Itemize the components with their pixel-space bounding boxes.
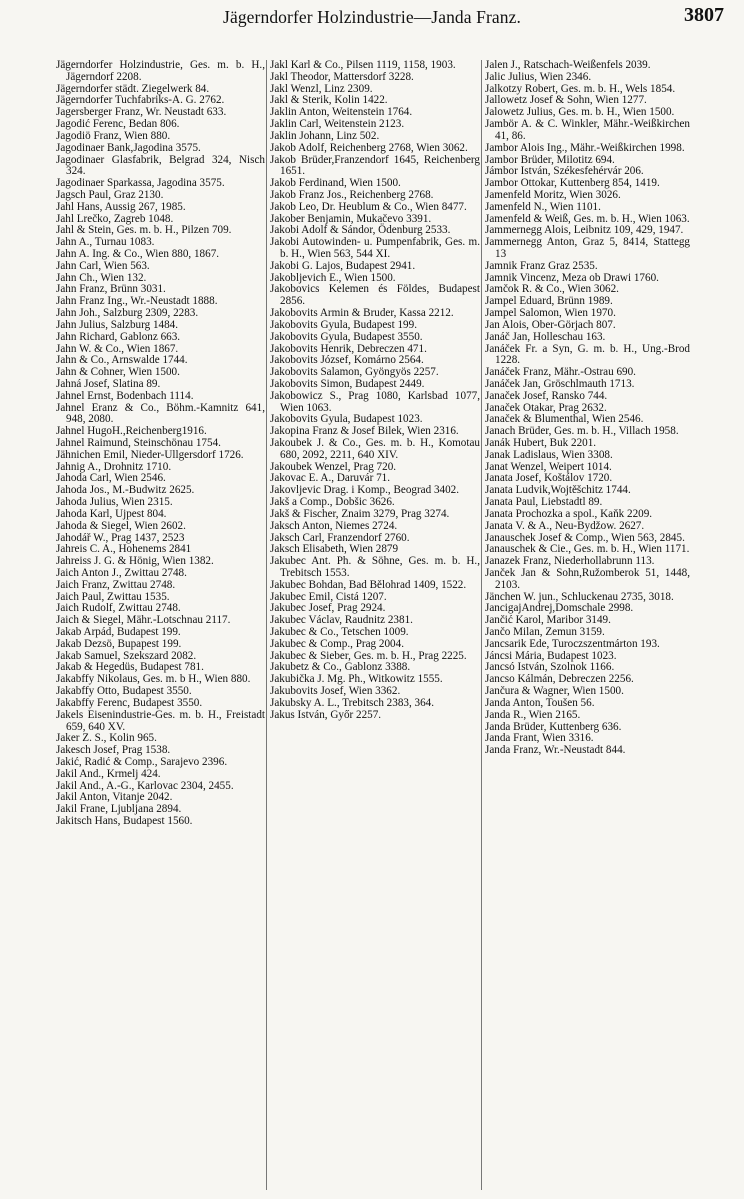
directory-entry: Jägerndorfer städt. Ziegelwerk 84. — [56, 82, 210, 95]
directory-entry: Jakil And., A.-G., Karlovac 2304, 2455. — [56, 779, 234, 792]
directory-entry: Jakab Samuel, Szekszard 2082. — [56, 649, 197, 662]
directory-entry: Jaksch Elisabeth, Wien 2879 — [270, 543, 399, 556]
directory-entry: Jakubec Václav, Raudnitz 2381. — [270, 614, 413, 627]
directory-entry: Jahoda & Siegel, Wien 2602. — [56, 519, 186, 532]
directory-entry: Jakabffy Otto, Budapest 3550. — [56, 685, 192, 698]
directory-entry: Jakovljevic Drag. i Komp., Beograd 3402. — [270, 484, 460, 497]
directory-entry: Jakubsky A. L., Trebitsch 2383, 364. — [270, 696, 435, 709]
directory-entry: Jahodář W., Prag 1437, 2523 — [56, 531, 185, 544]
directory-entry: Jancsó István, Szolnok 1166. — [485, 661, 615, 674]
directory-entry: Jaich Paul, Zwittau 1535. — [56, 590, 170, 603]
directory-entry: Jakob Ferdinand, Wien 1500. — [270, 177, 401, 190]
directory-entry: Jakl Karl & Co., Pilsen 1119, 1158, 1903. — [270, 59, 456, 71]
directory-entry: Jalkotzy Robert, Ges. m. b. H., Wels 1854. — [485, 82, 676, 95]
directory-entry: Janata V. & A., Neu-Bydžow. 2627. — [485, 519, 645, 532]
directory-entry: Jakobovits Simon, Budapest 2449. — [270, 377, 425, 390]
directory-entry: Jakobovits Gyula, Budapest 3550. — [270, 330, 423, 343]
directory-entry: Jambör A. & C. Winkler, Mähr.-Weißkirchen 41, 86. — [485, 118, 690, 142]
directory-entry: Jahoda Carl, Wien 2546. — [56, 472, 166, 485]
directory-entry: Jakobovits József, Komárno 2564. — [270, 354, 424, 367]
directory-entry: Jägerndorfer Holzindustrie, Ges. m. b. H., Jägerndorf 2208. — [56, 59, 265, 83]
directory-entry: Jaich & Siegel, Mähr.-Lotschnau 2117. — [56, 614, 231, 627]
directory-entry: Jakubec & Comp., Prag 2004. — [270, 637, 404, 650]
directory-entry: Jamenfeld N., Wien 1101. — [485, 200, 601, 213]
directory-entry: Jan Alois, Ober-Görjach 807. — [485, 318, 616, 331]
directory-entry: Jagodiö Franz, Wien 880. — [56, 129, 171, 142]
directory-column-3 — [485, 60, 690, 1190]
directory-entry: Jakl Theodor, Mattersdorf 3228. — [270, 70, 414, 83]
directory-entry: Jahnel HugoH.,Reichenberg1916. — [56, 425, 207, 438]
directory-entry: Jancsarik Ede, Turoczszentmárton 193. — [485, 637, 660, 650]
directory-entry: Jalic Julius, Wien 2346. — [485, 70, 592, 83]
directory-entry: Jakabffy Nikolaus, Ges. m. b H., Wien 880. — [56, 673, 251, 686]
directory-entry: Jakesch Josef, Prag 1538. — [56, 744, 171, 757]
directory-entry: Jakubetz & Co., Gablonz 3388. — [270, 661, 411, 674]
directory-entry: Jaklin Anton, Weitenstein 1764. — [270, 106, 413, 119]
directory-entry: Jahreis C. A., Hohenems 2841 — [56, 543, 192, 556]
directory-entry: Jahná Josef, Slatina 89. — [56, 377, 161, 390]
directory-entry: Jahn & Co., Arnswalde 1744. — [56, 354, 188, 367]
directory-entry: Jakubec & Co., Tetschen 1009. — [270, 626, 409, 638]
page-header — [0, 2, 744, 34]
directory-entry: Jahn W. & Co., Wien 1867. — [56, 342, 179, 355]
directory-entry: Jahn & Cohner, Wien 1500. — [56, 366, 180, 379]
directory-entry: Jakobovits Gyula, Budapest 199. — [270, 318, 417, 331]
directory-entry: Jančić Karol, Maribor 3149. — [485, 614, 611, 627]
directory-entry: Jambor Brüder, Milotitz 694. — [485, 153, 615, 166]
directory-entry: Jakubec Ant. Ph. & Söhne, Ges. m. b. H., Trebitsch 1553. — [270, 555, 480, 579]
directory-entry: Janáček Fr. a Syn, G. m. b. H., Ung.-Brod 1228. — [485, 342, 690, 367]
directory-entry: Jáncsi Mária, Budapest 1023. — [485, 649, 617, 662]
directory-entry: Jakl & Sterik, Kolin 1422. — [270, 94, 388, 107]
directory-entry: Jakš & Fischer, Znaim 3279, Prag 3274. — [270, 507, 450, 520]
directory-entry: Jagodinaer Bank,Jagodina 3575. — [56, 141, 201, 154]
directory-entry: Jakobljevich E., Wien 1500. — [270, 271, 396, 284]
directory-entry: Jagodić Ferenc, Bedan 806. — [56, 118, 180, 131]
directory-entry: Jaklin Johann, Linz 502. — [270, 129, 380, 142]
directory-columns — [56, 60, 732, 1190]
directory-entry: Jamenfeld Moritz, Wien 3026. — [485, 188, 621, 201]
directory-entry: Jakopina Franz & Josef Bilek, Wien 2316. — [270, 425, 459, 438]
directory-entry: Janach Brüder, Ges. m. b. H., Villach 1958. — [485, 425, 679, 438]
directory-entry: Jahnel Ernst, Bodenbach 1114. — [56, 389, 194, 402]
directory-entry: Jakubička J. Mg. Ph., Witkowitz 1555. — [270, 673, 443, 686]
directory-entry: JancigajAndrej,Domschale 2998. — [485, 602, 634, 615]
directory-entry: Jaich Anton J., Zwittau 2748. — [56, 566, 187, 579]
directory-entry: Jakil And., Krmelj 424. — [56, 767, 161, 780]
directory-entry: Jähnichen Emil, Nieder-Ullgersdorf 1726. — [56, 448, 244, 461]
directory-entry: Jamenfeld & Weiß, Ges. m. b. H., Wien 1063. — [485, 212, 690, 225]
directory-entry: Jakić, Radić & Comp., Sarajevo 2396. — [56, 755, 228, 768]
directory-entry: Janda Anton, Toušen 56. — [485, 696, 595, 709]
directory-entry: Jaklin Carl, Weitenstein 2123. — [270, 118, 405, 131]
directory-entry: Janda R., Wien 2165. — [485, 708, 581, 721]
directory-entry: Jahoda Julius, Wien 2315. — [56, 496, 173, 509]
directory-entry: Jalen J., Ratschach-Weißenfels 2039. — [485, 59, 651, 71]
directory-entry: Jámbor István, Székesfehérvár 206. — [485, 165, 644, 178]
directory-entry: Jagersberger Franz, Wr. Neustadt 633. — [56, 106, 227, 119]
directory-entry: Jakil Anton, Vitanje 2042. — [56, 791, 173, 804]
directory-entry: Jakoubek J. & Co., Ges. m. b. H., Komotau 680, 2092, 2211, 640 XIV. — [270, 437, 480, 461]
directory-entry: Jampel Salomon, Wien 1970. — [485, 307, 616, 320]
directory-entry: Jančo Milan, Zemun 3159. — [485, 626, 605, 638]
directory-entry: Jahn Joh., Salzburg 2309, 2283. — [56, 307, 199, 320]
directory-entry: Jakubovits Josef, Wien 3362. — [270, 685, 401, 698]
directory-entry: Jampel Eduard, Brünn 1989. — [485, 295, 613, 308]
directory-entry: Jakob Leo, Dr. Heublum & Co., Wien 8477. — [270, 200, 467, 213]
directory-entry: Janata Ludvik,Wojtěšchitz 1744. — [485, 484, 631, 497]
running-title: Jägerndorfer Holzindustrie—Janda Franz. — [223, 7, 521, 27]
directory-entry: Jakobovits Salamon, Gyöngyös 2257. — [270, 366, 439, 379]
directory-entry: Janaček Otakar, Prag 2632. — [485, 401, 607, 414]
directory-entry: Jahnel Raimund, Steinschönau 1754. — [56, 437, 221, 449]
directory-entry: Jagodinaer Sparkassa, Jagodina 3575. — [56, 177, 225, 190]
directory-entry: Janat Wenzel, Weipert 1014. — [485, 460, 612, 473]
directory-entry: Jammernegg Alois, Leibnitz 109, 429, 1947. — [485, 224, 684, 237]
directory-entry: Jakobovits Gyula, Budapest 1023. — [270, 413, 423, 426]
directory-entry: Jamčok R. & Co., Wien 3062. — [485, 283, 619, 296]
directory-entry: Jahn Richard, Gablonz 663. — [56, 330, 181, 343]
directory-entry: Jancso Kálmán, Debreczen 2256. — [485, 673, 634, 686]
directory-entry: Jakoubek Wenzel, Prag 720. — [270, 460, 397, 473]
directory-entry: Jahoda Jos., M.-Budwitz 2625. — [56, 484, 195, 497]
directory-column-2 — [270, 60, 480, 1190]
directory-entry: Jaich Franz, Zwittau 2748. — [56, 578, 176, 591]
directory-entry: Jakl Wenzl, Linz 2309. — [270, 82, 373, 95]
directory-entry: Jänchen W. jun., Schluckenau 2735, 3018. — [485, 590, 674, 603]
directory-entry: Jakubec & Sieber, Ges. m. b. H., Prag 2225. — [270, 649, 467, 662]
directory-entry: Janáč Jan, Holleschau 163. — [485, 330, 606, 343]
directory-entry: Jahl Lrečko, Zagreb 1048. — [56, 212, 174, 225]
directory-entry: Jamnik Vincenz, Meza ob Drawi 1760. — [485, 271, 659, 284]
directory-entry: Janak Ladislaus, Wien 3308. — [485, 448, 613, 461]
directory-entry: Jahl Hans, Aussig 267, 1985. — [56, 200, 186, 213]
directory-entry: Jahnig A., Drohnitz 1710. — [56, 460, 172, 473]
directory-entry: Jambor Alois Ing., Mähr.-Weißkirchen 1998. — [485, 141, 685, 154]
directory-entry: Jaksch Anton, Niemes 2724. — [270, 519, 398, 532]
directory-entry: Jakitsch Hans, Budapest 1560. — [56, 815, 193, 827]
directory-entry: Jakab Arpád, Budapest 199. — [56, 626, 181, 638]
directory-entry: Jakubec Bohdan, Bad Bělohrad 1409, 1522. — [270, 578, 467, 591]
directory-entry: Jančura & Wagner, Wien 1500. — [485, 685, 624, 698]
directory-entry: Jahoda Karl, Ujpest 804. — [56, 507, 167, 520]
directory-entry: Jakobovics Kelemen és Földes, Budapest 2856. — [270, 283, 480, 308]
directory-entry: Jahn A. Ing. & Co., Wien 880, 1867. — [56, 248, 220, 260]
directory-entry: Jahl & Stein, Ges. m. b. H., Pilzen 709. — [56, 224, 232, 237]
directory-entry: Jallowetz Josef & Sohn, Wien 1277. — [485, 94, 647, 107]
directory-entry: Janáček Franz, Mähr.-Ostrau 690. — [485, 366, 636, 379]
directory-entry: Janata Josef, Koštálov 1720. — [485, 472, 613, 485]
directory-entry: Jakob Franz Jos., Reichenberg 2768. — [270, 188, 434, 201]
directory-entry: Janda Franz, Wr.-Neustadt 844. — [485, 744, 626, 757]
directory-entry: Janazek Franz, Niederhollabrunn 113. — [485, 555, 655, 568]
directory-entry: Janata Prochozka a spol., Kaňk 2209. — [485, 507, 653, 520]
directory-entry: Jakobi Adolf & Sándor, Ödenburg 2533. — [270, 224, 451, 237]
directory-entry: Jakob Brüder,Franzendorf 1645, Reichenberg 1651. — [270, 153, 480, 178]
directory-entry: Jakovac E. A., Daruvár 71. — [270, 472, 391, 485]
directory-entry: Jahn Franz, Brünn 3031. — [56, 283, 166, 296]
directory-entry: Jakus István, Győr 2257. — [270, 708, 382, 721]
directory-entry: Janček Jan & Sohn,Ružomberok 51, 1448, 2103. — [485, 566, 690, 591]
directory-entry: Jakil Frane, Ljubljana 2894. — [56, 803, 182, 816]
directory-entry: Jammernegg Anton, Graz 5, 8414, Stattegg 13 — [485, 236, 690, 260]
directory-entry: Jakober Benjamin, Mukačevo 3391. — [270, 212, 432, 225]
directory-entry: Jägerndorfer Tuchfabriks-A. G. 2762. — [56, 94, 225, 107]
directory-entry: Jakobovits Armin & Bruder, Kassa 2212. — [270, 307, 454, 320]
directory-entry: Janata Paul, Liebstadtl 89. — [485, 496, 603, 509]
directory-entry: Jakobovits Henrik, Debreczen 471. — [270, 342, 427, 355]
directory-entry: Jakobi G. Lajos, Budapest 2941. — [270, 259, 416, 272]
directory-entry: Jakubec Emil, Cistá 1207. — [270, 590, 387, 603]
directory-entry: Janák Hubert, Buk 2201. — [485, 437, 597, 449]
directory-entry: Janauschek Josef & Comp., Wien 563, 2845. — [485, 531, 685, 544]
page-number: 3807 — [684, 4, 724, 26]
directory-entry: Jalowetz Julius, Ges. m. b. H., Wien 1500. — [485, 106, 675, 119]
directory-entry: Jakob Adolf, Reichenberg 2768, Wien 3062. — [270, 141, 468, 154]
directory-entry: Jakab & Hegedüs, Budapest 781. — [56, 661, 204, 674]
directory-entry: Jakabffy Ferenc, Budapest 3550. — [56, 696, 203, 709]
directory-entry: Jakels Eisenindustrie-Ges. m. b. H., Freistadt 659, 640 XV. — [56, 708, 265, 733]
directory-entry: Janaček Josef, Ransko 744. — [485, 389, 608, 402]
directory-entry: Jaksch Carl, Franzendorf 2760. — [270, 531, 410, 544]
directory-entry: Jahn Julius, Salzburg 1484. — [56, 318, 179, 331]
directory-entry: Jagsch Paul, Graz 2130. — [56, 188, 164, 201]
directory-entry: Jakš a Comp., Dobšic 3626. — [270, 496, 395, 509]
directory-entry: Jaker Z. S., Kolin 965. — [56, 732, 157, 745]
directory-entry: Jahn Carl, Wien 563. — [56, 259, 150, 272]
directory-entry: Jakubec Josef, Prag 2924. — [270, 602, 386, 615]
directory-entry: Jahreiss J. G. & Hönig, Wien 1382. — [56, 555, 214, 568]
directory-entry: Jahnel Eranz & Co., Böhm.-Kamnitz 641, 948, 2080. — [56, 401, 265, 426]
directory-entry: Jakobi Autowinden- u. Pumpenfabrik, Ges. m. b. H., Wien 563, 544 XI. — [270, 236, 480, 260]
directory-entry: Janáček Jan, Gröschlmauth 1713. — [485, 377, 635, 390]
directory-column-1 — [56, 60, 265, 1190]
directory-entry: Janda Brüder, Kuttenberg 636. — [485, 720, 622, 733]
directory-entry: Jamnik Franz Graz 2535. — [485, 259, 598, 272]
directory-entry: Jahn A., Turnau 1083. — [56, 236, 155, 249]
directory-entry: Jakab Dezsö, Bupapest 199. — [56, 637, 182, 650]
directory-entry: Jaich Rudolf, Zwittau 2748. — [56, 602, 181, 615]
directory-entry: Jagodinaer Glasfabrik, Belgrad 324, Nisch 324. — [56, 153, 265, 178]
directory-entry: Janaček & Blumenthal, Wien 2546. — [485, 413, 644, 426]
directory-entry: Janauschek & Cie., Ges. m. b. H., Wien 1171. — [485, 543, 690, 556]
directory-entry: Jambor Ottokar, Kuttenberg 854, 1419. — [485, 177, 660, 190]
directory-entry: Jakobowicz S., Prag 1080, Karlsbad 1077, Wien 1063. — [270, 389, 480, 414]
directory-entry: Janda Frant, Wien 3316. — [485, 732, 594, 745]
directory-entry: Jahn Franz Ing., Wr.-Neustadt 1888. — [56, 295, 218, 308]
directory-entry: Jahn Ch., Wien 132. — [56, 271, 147, 284]
